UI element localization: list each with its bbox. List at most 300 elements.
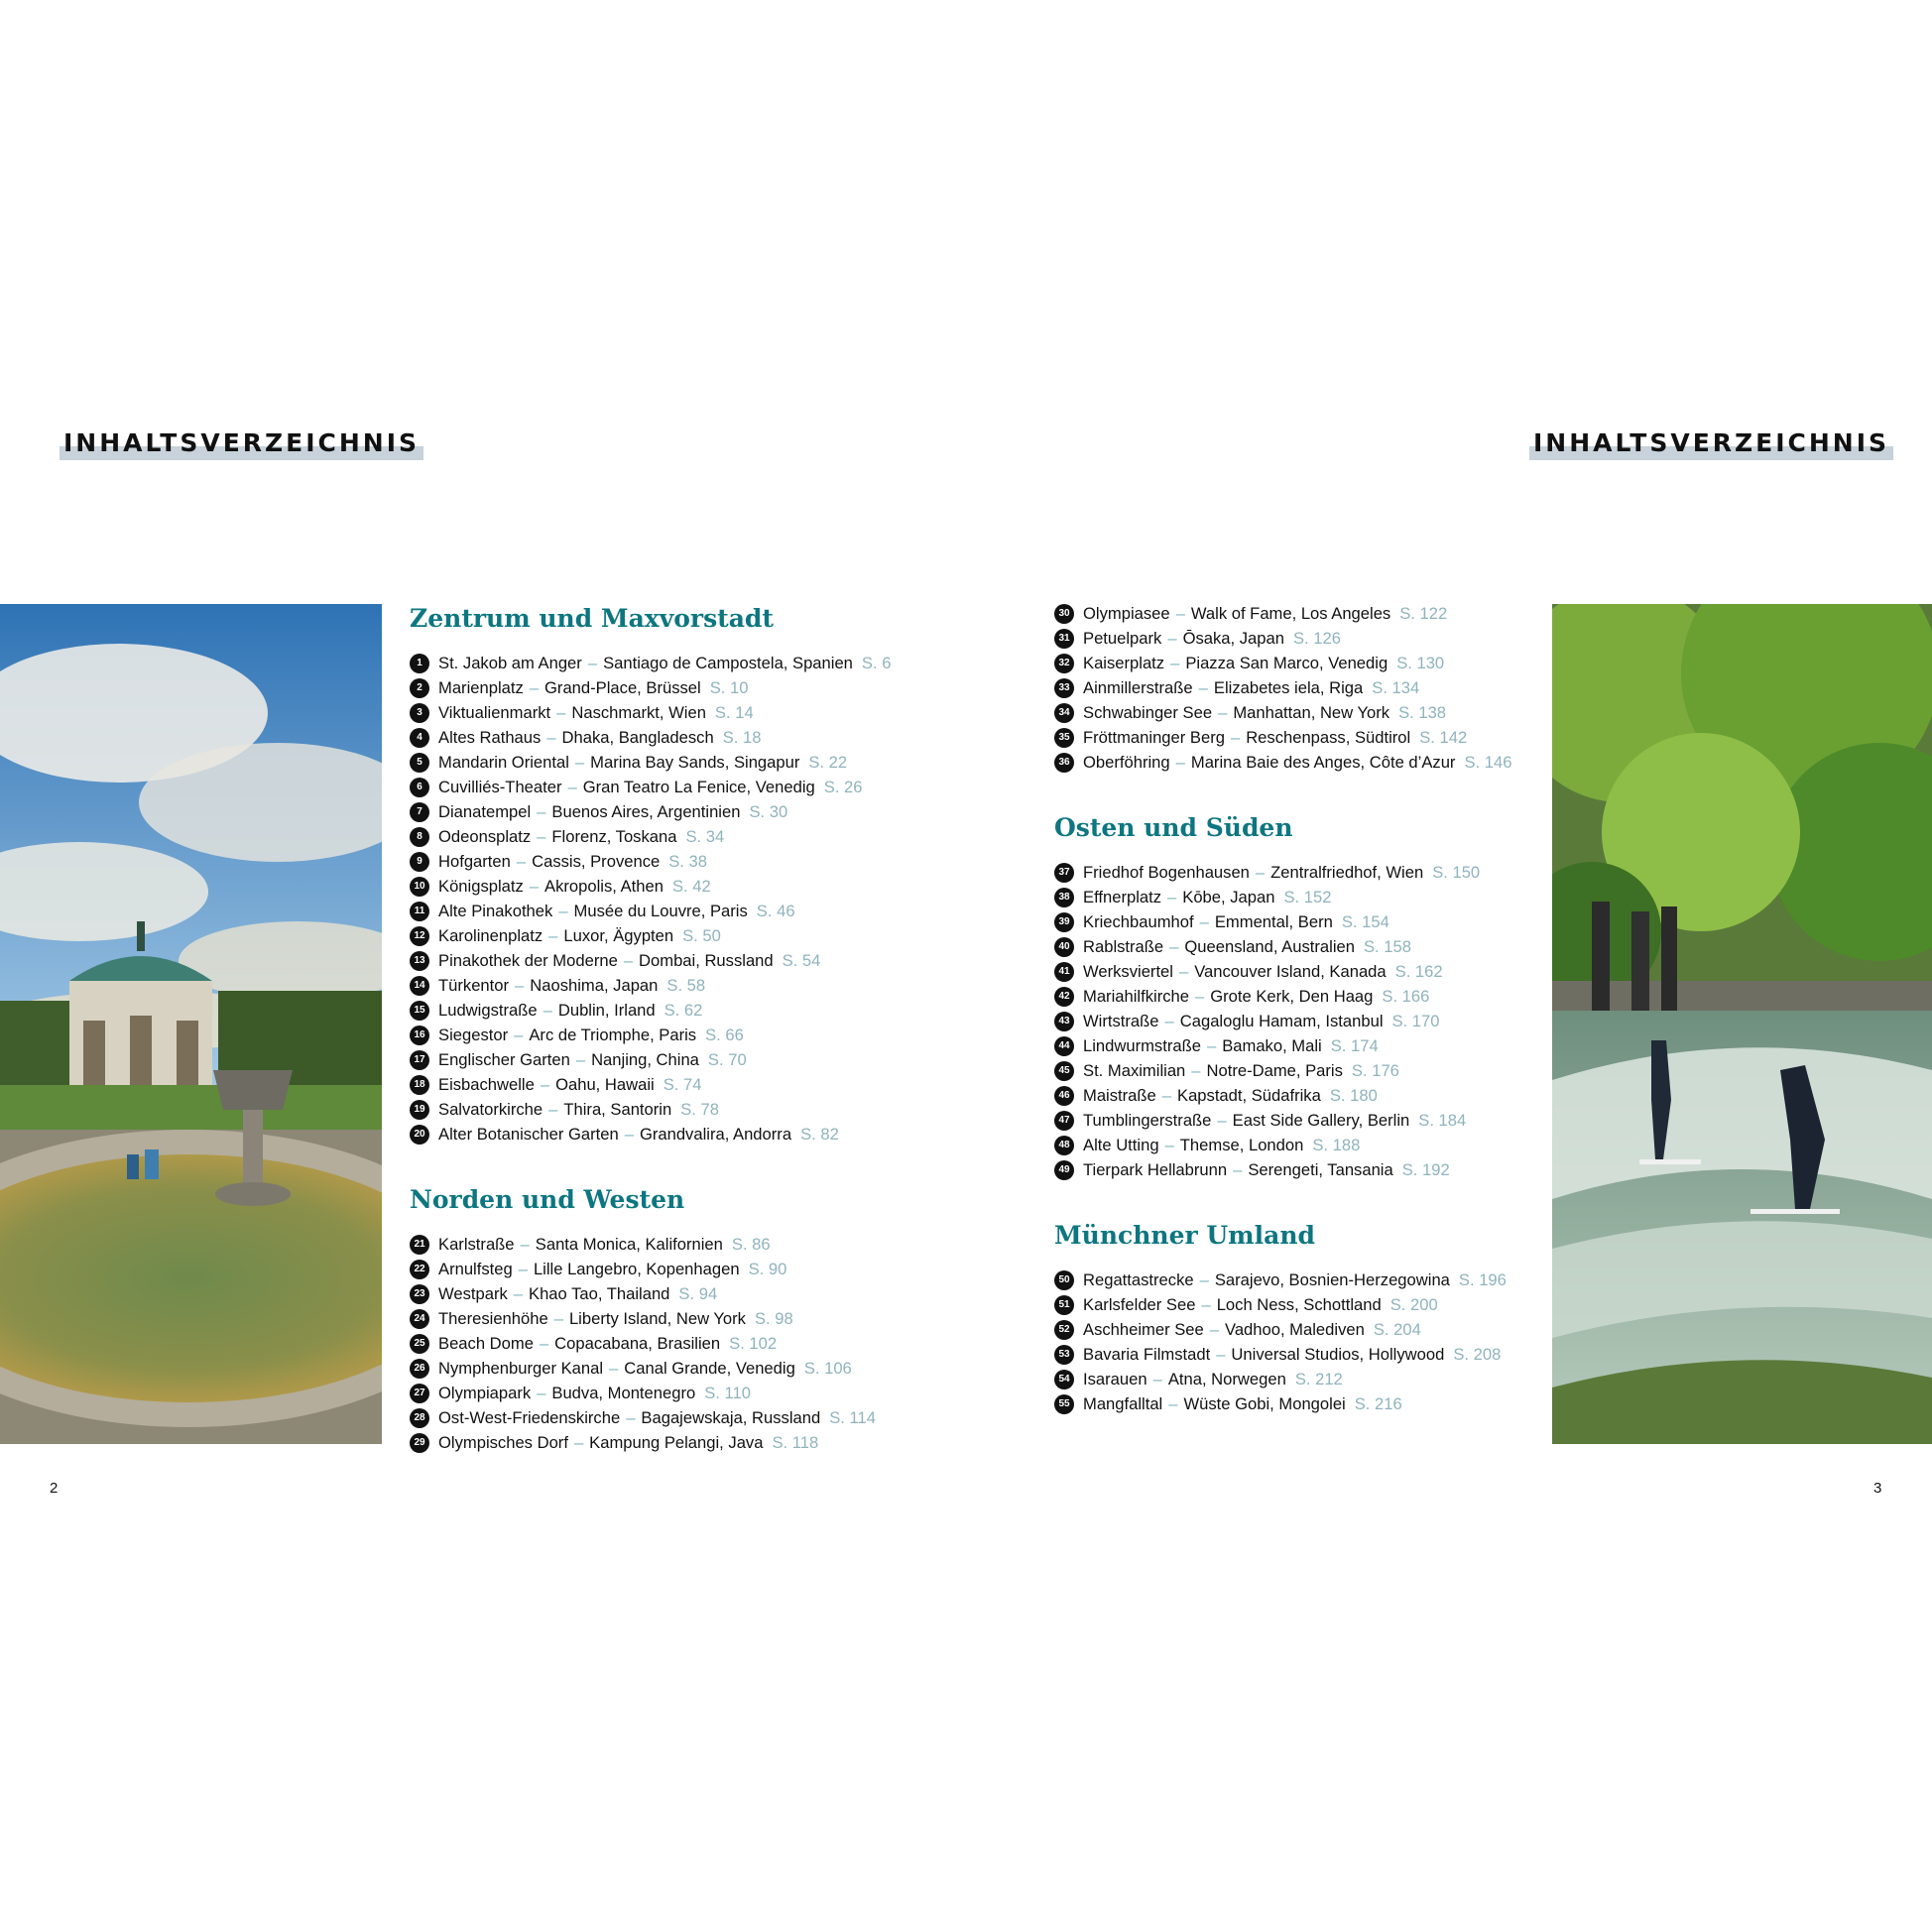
entry-page-reference: S. 94 [678, 1283, 718, 1303]
entry-page-reference: S. 126 [1292, 628, 1341, 648]
entry-separator: – [543, 1000, 552, 1020]
entry-place: Schwabinger See [1083, 702, 1213, 722]
toc-entry [410, 1097, 925, 1122]
entry-separator: – [546, 727, 556, 747]
entry-number-badge: 3 [410, 703, 429, 723]
entry-page-reference: S. 174 [1330, 1035, 1379, 1055]
toc-entry [410, 799, 925, 824]
entry-separator: – [556, 702, 566, 722]
entry-twin-location: Ōsaka, Japan [1182, 628, 1284, 648]
entry-twin-location: Grote Kerk, Den Haag [1210, 986, 1374, 1006]
entry-place: Eisbachwelle [438, 1074, 535, 1094]
entry-place: Isarauen [1083, 1369, 1147, 1389]
entry-separator: – [518, 1259, 528, 1278]
entry-page-reference: S. 146 [1464, 752, 1512, 772]
entry-separator: – [520, 1234, 530, 1254]
photo-dianatempel [0, 604, 382, 1444]
entry-place: Arnulfsteg [438, 1259, 513, 1278]
toc-entry [410, 1072, 925, 1097]
entry-page-reference: S. 130 [1396, 653, 1445, 672]
toc-entry [410, 1122, 925, 1147]
entry-number-badge: 12 [410, 926, 429, 946]
entry-place: Bavaria Filmstadt [1083, 1344, 1211, 1364]
toc-entry [410, 849, 925, 874]
entry-separator: – [1201, 1294, 1211, 1314]
entry-separator: – [1198, 677, 1208, 697]
entry-number-badge: 47 [1054, 1111, 1074, 1131]
entry-page-reference: S. 38 [668, 851, 707, 871]
entry-number-badge: 32 [1054, 654, 1074, 673]
toc-entry [410, 948, 925, 973]
entry-separator: – [1169, 936, 1179, 956]
entry-separator: – [1167, 887, 1177, 906]
entry-place: Alter Botanischer Garten [438, 1124, 619, 1144]
toc-entry [1054, 934, 1570, 959]
entry-twin-location: Universal Studios, Hollywood [1231, 1344, 1445, 1364]
entry-page-reference: S. 70 [707, 1049, 747, 1069]
entry-separator: – [575, 1049, 586, 1069]
entry-twin-location: Cassis, Provence [532, 851, 661, 871]
entry-twin-location: Loch Ness, Schottland [1216, 1294, 1382, 1314]
entry-twin-location: Buenos Aires, Argentinien [551, 801, 741, 821]
entry-number-badge: 39 [1054, 912, 1074, 932]
toc-list-osten [1054, 860, 1570, 1182]
entry-separator: – [1230, 727, 1241, 747]
entry-twin-location: Kampung Pelangi, Java [589, 1432, 764, 1452]
toc-entry [410, 1356, 925, 1381]
entry-place: Alte Utting [1083, 1135, 1159, 1154]
entry-place: Friedhof Bogenhausen [1083, 862, 1250, 882]
entry-twin-location: Walk of Fame, Los Angeles [1190, 603, 1391, 623]
entry-separator: – [1255, 862, 1266, 882]
toc-entry [410, 1331, 925, 1356]
toc-entry [1054, 1367, 1570, 1391]
entry-page-reference: S. 90 [748, 1259, 787, 1278]
entry-separator: – [515, 975, 525, 995]
entry-place: Werksviertel [1083, 961, 1173, 981]
entry-place: Ludwigstraße [438, 1000, 538, 1020]
toc-entry [1054, 750, 1570, 775]
entry-separator: – [1199, 1269, 1209, 1289]
toc-entry [1054, 984, 1570, 1009]
toc-entry [1054, 860, 1570, 885]
entry-place: Oberföhring [1083, 752, 1170, 772]
entry-separator: – [558, 901, 568, 920]
entry-place: Maistraße [1083, 1085, 1156, 1105]
entry-page-reference: S. 212 [1294, 1369, 1343, 1389]
entry-twin-location: Santa Monica, Kalifornien [535, 1234, 723, 1254]
entry-page-reference: S. 6 [861, 653, 892, 672]
toc-left-column [410, 601, 925, 1455]
entry-place: Ainmillerstraße [1083, 677, 1193, 697]
entry-number-badge: 35 [1054, 728, 1074, 748]
entry-place: Siegestor [438, 1025, 509, 1044]
entry-place: Tierpark Hellabrunn [1083, 1159, 1228, 1179]
entry-number-badge: 41 [1054, 962, 1074, 982]
entry-place: Ost-West-Friedenskirche [438, 1407, 621, 1427]
entry-number-badge: 50 [1054, 1270, 1074, 1290]
entry-twin-location: Piazza San Marco, Venedig [1185, 653, 1389, 672]
entry-page-reference: S. 134 [1372, 677, 1420, 697]
entry-separator: – [624, 1124, 634, 1144]
entry-page-reference: S. 54 [782, 950, 821, 970]
entry-separator: – [1194, 986, 1205, 1006]
entry-separator: – [1218, 702, 1228, 722]
entry-separator: – [1175, 752, 1185, 772]
entry-twin-location: Copacabana, Brasilien [554, 1333, 721, 1353]
entry-number-badge: 33 [1054, 678, 1074, 698]
toc-list-umland [1054, 1268, 1570, 1416]
entry-twin-location: Musée du Louvre, Paris [573, 901, 748, 920]
entry-page-reference: S. 26 [823, 777, 863, 796]
toc-entry [410, 1023, 925, 1047]
section-title-osten: Osten und Süden [1054, 813, 1293, 842]
entry-number-badge: 26 [410, 1359, 429, 1379]
page-heading-left [63, 428, 420, 458]
entry-place: Effnerplatz [1083, 887, 1162, 906]
entry-number-badge: 42 [1054, 987, 1074, 1007]
entry-page-reference: S. 180 [1329, 1085, 1378, 1105]
entry-number-badge: 27 [410, 1384, 429, 1403]
entry-twin-location: Gran Teatro La Fenice, Venedig [582, 777, 815, 796]
heading-text: INHALTSVERZEICHNIS [63, 428, 421, 457]
entry-number-badge: 21 [410, 1235, 429, 1255]
entry-separator: – [567, 777, 577, 796]
entry-separator: – [514, 1025, 524, 1044]
entry-separator: – [574, 752, 585, 772]
toc-entry [1054, 909, 1570, 934]
entry-page-reference: S. 50 [682, 925, 721, 945]
entry-number-badge: 10 [410, 877, 429, 897]
entry-number-badge: 13 [410, 951, 429, 971]
entry-separator: – [553, 1308, 563, 1328]
entry-twin-location: Khao Tao, Thailand [529, 1283, 670, 1303]
entry-place: Mangfalltal [1083, 1393, 1163, 1413]
entry-page-reference: S. 74 [663, 1074, 702, 1094]
entry-place: Olympiapark [438, 1383, 532, 1402]
entry-place: Karlsfelder See [1083, 1294, 1196, 1314]
entry-page-reference: S. 86 [731, 1234, 771, 1254]
eisbach-illustration [1552, 604, 1932, 1444]
entry-place: Viktualienmarkt [438, 702, 551, 722]
entry-number-badge: 43 [1054, 1012, 1074, 1031]
entry-separator: – [548, 925, 558, 945]
entry-page-reference: S. 176 [1351, 1060, 1399, 1080]
entry-page-reference: S. 18 [722, 727, 762, 747]
entry-place: Königsplatz [438, 876, 524, 896]
toc-entry [410, 1047, 925, 1072]
entry-separator: – [516, 851, 527, 871]
entry-place: Cuvilliés-Theater [438, 777, 562, 796]
toc-entry [410, 651, 925, 675]
entry-page-reference: S. 138 [1398, 702, 1447, 722]
toc-entry [1054, 1391, 1570, 1416]
toc-entry [410, 1281, 925, 1306]
entry-twin-location: Grand-Place, Brüssel [544, 677, 701, 697]
entry-separator: – [529, 677, 540, 697]
entry-page-reference: S. 66 [705, 1025, 744, 1044]
toc-list-zentrum [410, 651, 925, 1147]
entry-number-badge: 5 [410, 753, 429, 773]
entry-twin-location: Liberty Island, New York [568, 1308, 746, 1328]
toc-entry [410, 973, 925, 998]
toc-entry [410, 675, 925, 700]
entry-twin-location: Atna, Norwegen [1167, 1369, 1286, 1389]
entry-separator: – [537, 826, 546, 846]
entry-separator: – [1175, 603, 1185, 623]
entry-number-badge: 29 [410, 1433, 429, 1453]
entry-twin-location: Themse, London [1179, 1135, 1304, 1154]
entry-page-reference: S. 98 [754, 1308, 793, 1328]
entry-place: Kriechbaumhof [1083, 911, 1194, 931]
toc-entry [410, 824, 925, 849]
entry-place: Dianatempel [438, 801, 532, 821]
entry-separator: – [540, 1074, 550, 1094]
entry-number-badge: 37 [1054, 863, 1074, 883]
entry-page-reference: S. 34 [685, 826, 725, 846]
entry-page-reference: S. 184 [1418, 1110, 1467, 1130]
entry-separator: – [1168, 1393, 1178, 1413]
entry-place: Pinakothek der Moderne [438, 950, 618, 970]
toc-list-norden-continued [1054, 601, 1570, 775]
entry-place: Tumblingerstraße [1083, 1110, 1212, 1130]
entry-number-badge: 2 [410, 678, 429, 698]
entry-twin-location: Vancouver Island, Kanada [1194, 961, 1387, 981]
entry-number-badge: 36 [1054, 753, 1074, 773]
entry-place: Petuelpark [1083, 628, 1162, 648]
entry-number-badge: 19 [410, 1100, 429, 1120]
toc-entry [1054, 601, 1570, 626]
entry-number-badge: 11 [410, 902, 429, 921]
entry-number-badge: 17 [410, 1050, 429, 1070]
entry-twin-location: Dombai, Russland [639, 950, 774, 970]
entry-twin-location: Cagaloglu Hamam, Istanbul [1179, 1011, 1384, 1030]
entry-twin-location: Marina Baie des Anges, Côte d’Azur [1190, 752, 1456, 772]
entry-twin-location: Naschmarkt, Wien [571, 702, 706, 722]
toc-entry [1054, 1317, 1570, 1342]
entry-number-badge: 9 [410, 852, 429, 872]
toc-entry [1054, 1133, 1570, 1157]
entry-separator: – [1206, 1035, 1217, 1055]
entry-place: Altes Rathaus [438, 727, 542, 747]
entry-separator: – [513, 1283, 524, 1303]
entry-place: Regattastrecke [1083, 1269, 1194, 1289]
toc-entry [1054, 725, 1570, 750]
entry-place: Wirtstraße [1083, 1011, 1159, 1030]
entry-page-reference: S. 22 [808, 752, 848, 772]
entry-twin-location: Kōbe, Japan [1182, 887, 1275, 906]
entry-place: St. Jakob am Anger [438, 653, 582, 672]
entry-page-reference: S. 208 [1453, 1344, 1502, 1364]
entry-separator: – [626, 1407, 636, 1427]
entry-page-reference: S. 14 [714, 702, 754, 722]
entry-twin-location: Lille Langebro, Kopenhagen [533, 1259, 740, 1278]
toc-entry [1054, 1342, 1570, 1367]
toc-entry [410, 1232, 925, 1257]
entry-number-badge: 4 [410, 728, 429, 748]
toc-entry [1054, 885, 1570, 909]
entry-twin-location: Notre-Dame, Paris [1206, 1060, 1343, 1080]
entry-twin-location: Manhattan, New York [1233, 702, 1390, 722]
entry-page-reference: S. 216 [1354, 1393, 1402, 1413]
entry-separator: – [1233, 1159, 1243, 1179]
page-heading-right [1533, 428, 1889, 458]
entry-separator: – [1164, 1135, 1174, 1154]
toc-entry [1054, 1268, 1570, 1292]
entry-number-badge: 14 [410, 976, 429, 996]
entry-separator: – [548, 1099, 558, 1119]
page-number-right: 3 [1873, 1480, 1882, 1497]
entry-twin-location: Oahu, Hawaii [555, 1074, 655, 1094]
toc-entry [410, 923, 925, 948]
entry-twin-location: Arc de Triomphe, Paris [529, 1025, 697, 1044]
toc-right-column [1054, 601, 1570, 1416]
entry-place: Aschheimer See [1083, 1319, 1204, 1339]
entry-place: Hofgarten [438, 851, 511, 871]
entry-separator: – [573, 1432, 584, 1452]
toc-entry [1054, 959, 1570, 984]
entry-number-badge: 49 [1054, 1160, 1074, 1180]
entry-page-reference: S. 204 [1373, 1319, 1421, 1339]
section-title-zentrum: Zentrum und Maxvorstadt [410, 604, 774, 633]
entry-separator: – [537, 1383, 546, 1402]
entry-place: Mandarin Oriental [438, 752, 569, 772]
entry-number-badge: 8 [410, 827, 429, 847]
entry-separator: – [587, 653, 598, 672]
entry-page-reference: S. 10 [709, 677, 749, 697]
page-number-left: 2 [50, 1480, 59, 1497]
toc-entry [1054, 1292, 1570, 1317]
entry-number-badge: 45 [1054, 1061, 1074, 1081]
entry-page-reference: S. 114 [829, 1407, 876, 1427]
entry-number-badge: 51 [1054, 1295, 1074, 1315]
entry-twin-location: Queensland, Australien [1184, 936, 1355, 956]
toc-entry [410, 725, 925, 750]
entry-page-reference: S. 166 [1382, 986, 1430, 1006]
toc-entry [410, 750, 925, 775]
toc-entry [1054, 1033, 1570, 1058]
toc-entry [410, 1430, 925, 1455]
entry-twin-location: Zentralfriedhof, Wien [1270, 862, 1424, 882]
entry-separator: – [539, 1333, 549, 1353]
entry-twin-location: Bagajewskaja, Russland [641, 1407, 821, 1427]
entry-separator: – [1199, 911, 1209, 931]
entry-number-badge: 38 [1054, 888, 1074, 907]
entry-twin-location: Akropolis, Athen [544, 876, 664, 896]
entry-number-badge: 52 [1054, 1320, 1074, 1340]
entry-number-badge: 28 [410, 1408, 429, 1428]
entry-page-reference: S. 106 [803, 1358, 852, 1378]
entry-twin-location: Canal Grande, Venedig [624, 1358, 795, 1378]
section-title-umland: Münchner Umland [1054, 1221, 1315, 1250]
section-title-norden: Norden und Westen [410, 1185, 685, 1214]
entry-place: Olympiasee [1083, 603, 1170, 623]
entry-page-reference: S. 62 [664, 1000, 703, 1020]
entry-place: Lindwurmstraße [1083, 1035, 1201, 1055]
entry-twin-location: Florenz, Toskana [551, 826, 677, 846]
entry-number-badge: 55 [1054, 1394, 1074, 1414]
toc-entry [410, 899, 925, 923]
entry-number-badge: 25 [410, 1334, 429, 1354]
entry-twin-location: Naoshima, Japan [530, 975, 659, 995]
entry-twin-location: Thira, Santorin [563, 1099, 672, 1119]
entry-number-badge: 31 [1054, 629, 1074, 649]
dianatempel-illustration [0, 604, 382, 1444]
entry-twin-location: East Side Gallery, Berlin [1232, 1110, 1410, 1130]
entry-page-reference: S. 42 [671, 876, 711, 896]
entry-separator: – [623, 950, 634, 970]
entry-page-reference: S. 142 [1419, 727, 1468, 747]
entry-twin-location: Bamako, Mali [1222, 1035, 1322, 1055]
entry-separator: – [1164, 1011, 1174, 1030]
entry-number-badge: 30 [1054, 604, 1074, 624]
entry-separator: – [609, 1358, 619, 1378]
entry-twin-location: Budva, Montenegro [551, 1383, 696, 1402]
entry-place: Alte Pinakothek [438, 901, 553, 920]
entry-place: Kaiserplatz [1083, 653, 1165, 672]
entry-page-reference: S. 46 [756, 901, 795, 920]
entry-separator: – [529, 876, 540, 896]
entry-number-badge: 20 [410, 1125, 429, 1145]
entry-place: Beach Dome [438, 1333, 534, 1353]
entry-page-reference: S. 150 [1432, 862, 1481, 882]
entry-page-reference: S. 30 [749, 801, 788, 821]
entry-page-reference: S. 58 [666, 975, 706, 995]
toc-entry [410, 874, 925, 899]
entry-page-reference: S. 152 [1283, 887, 1332, 906]
entry-twin-location: Nanjing, China [591, 1049, 699, 1069]
entry-separator: – [1161, 1085, 1171, 1105]
entry-page-reference: S. 122 [1399, 603, 1448, 623]
entry-separator: – [1178, 961, 1189, 981]
entry-page-reference: S. 188 [1312, 1135, 1361, 1154]
toc-entry [410, 998, 925, 1023]
entry-twin-location: Emmental, Bern [1214, 911, 1333, 931]
entry-twin-location: Reschenpass, Südtirol [1246, 727, 1411, 747]
photo-eisbachwelle [1552, 604, 1932, 1444]
entry-separator: – [1209, 1319, 1219, 1339]
entry-number-badge: 54 [1054, 1370, 1074, 1389]
entry-twin-location: Grandvalira, Andorra [639, 1124, 792, 1144]
entry-place: Olympisches Dorf [438, 1432, 568, 1452]
entry-twin-location: Dhaka, Bangladesch [561, 727, 714, 747]
entry-place: St. Maximilian [1083, 1060, 1186, 1080]
toc-entry [1054, 651, 1570, 675]
entry-separator: – [1167, 628, 1177, 648]
toc-entry [410, 1381, 925, 1405]
toc-entry [410, 1306, 925, 1331]
entry-place: Karolinenplatz [438, 925, 543, 945]
entry-number-badge: 34 [1054, 703, 1074, 723]
toc-entry [1054, 1009, 1570, 1033]
entry-twin-location: Elizabetes iela, Riga [1213, 677, 1364, 697]
entry-number-badge: 15 [410, 1001, 429, 1021]
entry-separator: – [1191, 1060, 1201, 1080]
entry-page-reference: S. 192 [1401, 1159, 1450, 1179]
entry-separator: – [537, 801, 546, 821]
toc-entry [1054, 626, 1570, 651]
entry-number-badge: 48 [1054, 1136, 1074, 1155]
entry-number-badge: 1 [410, 654, 429, 673]
entry-number-badge: 22 [410, 1260, 429, 1279]
entry-place: Salvatorkirche [438, 1099, 543, 1119]
heading-text: INHALTSVERZEICHNIS [1533, 428, 1890, 457]
entry-page-reference: S. 102 [729, 1333, 778, 1353]
entry-page-reference: S. 110 [704, 1383, 751, 1402]
entry-page-reference: S. 154 [1341, 911, 1389, 931]
entry-page-reference: S. 162 [1394, 961, 1443, 981]
toc-entry [1054, 1157, 1570, 1182]
